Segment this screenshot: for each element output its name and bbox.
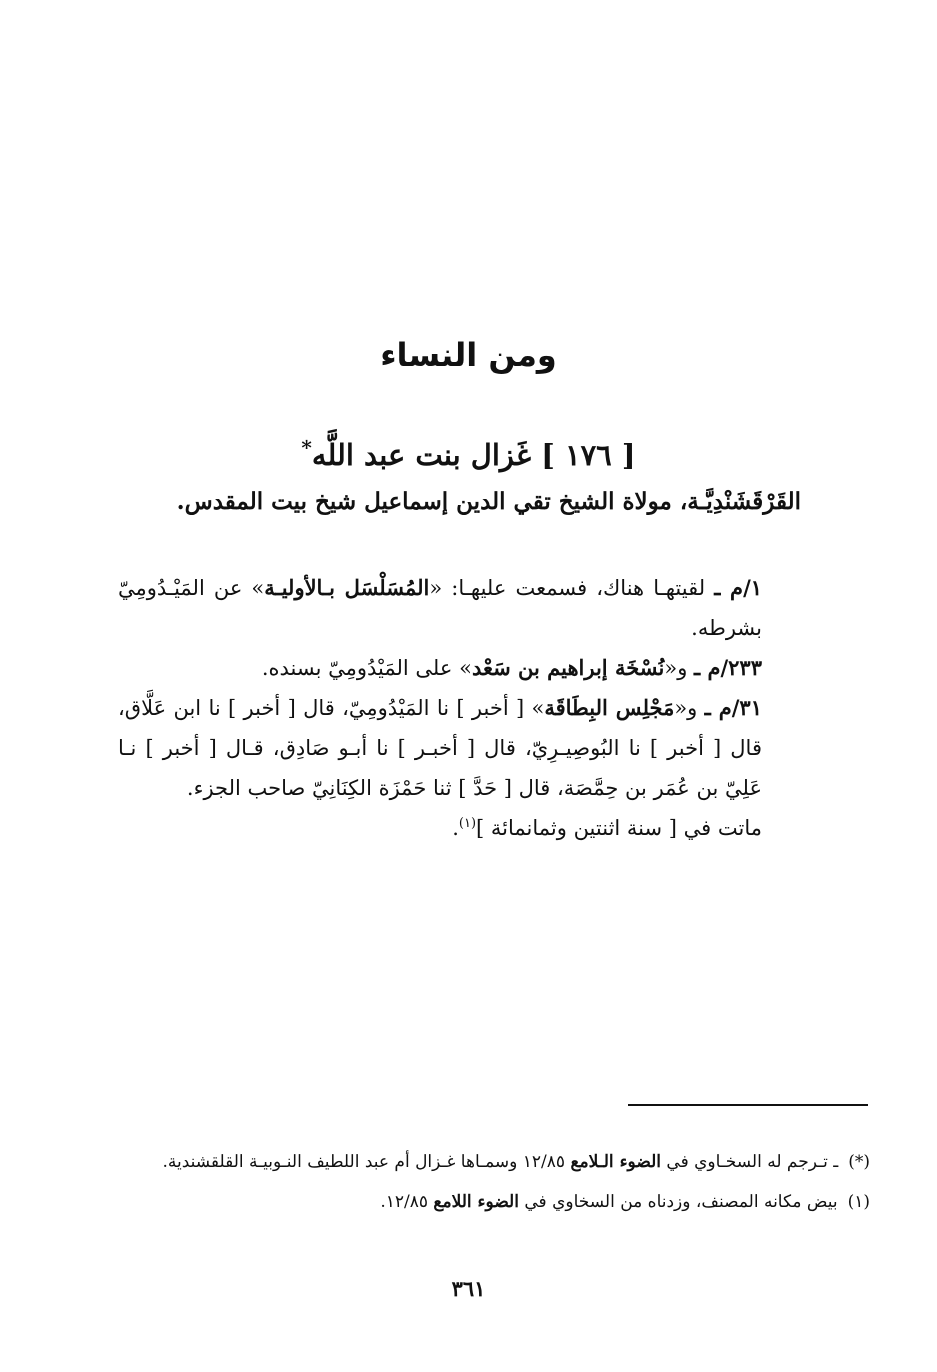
work-title: مَجْلِس البِطَاقَة	[544, 695, 675, 720]
paragraph-text: » عن المَيْـدُومِيّ بشرطه.	[118, 576, 762, 640]
paragraph-text: و«	[664, 656, 695, 680]
paragraph-reference: ١/م ـ	[714, 575, 763, 600]
footnote-2	[120, 1186, 870, 1218]
paragraph-text: و«	[674, 696, 705, 720]
footnote-source-title: الضوء الـلامع	[570, 1152, 661, 1172]
footnote-reference: (١)	[458, 816, 477, 831]
entry-title	[0, 435, 937, 472]
paragraph-text: ماتت في [ سنة اثنتين وثمانمائة ]	[476, 816, 762, 840]
body-paragraph-4	[118, 808, 818, 848]
page-number: ٣٦١	[451, 1276, 486, 1301]
footnote-divider	[628, 1104, 868, 1106]
body-paragraph-1	[118, 568, 818, 648]
footnote-text: ـ تـرجم له السخـاوي في	[661, 1152, 839, 1172]
section-heading: ومن النساء	[380, 336, 557, 374]
paragraph-text: لقيتهـا هناك، فسمعت عليهـا: «	[429, 576, 715, 600]
footnote-marker: (١)	[847, 1192, 870, 1212]
footnote-marker: (*)	[848, 1152, 870, 1172]
paragraph-text: » [ أخبر ] نا المَيْدُومِيّ، قال [ أخبر ] نا ابن عَلَّاق، قال [ أخبر ] نا البُوصِيـرِيّ، قال [ أخبـر ] نا أبـو صَادِق، قـال [ أخبر ] نـا عَلِيّ بن عُمَر بن حِمَّصَة، قال [ حَدَّ ] ثنا حَمْزَة الكِنَانِيّ صاحب الجزء.	[118, 696, 762, 800]
entry-title-footnote-marker: *	[301, 435, 312, 460]
paragraph-reference: ٣١/م ـ	[704, 695, 762, 720]
entry-body	[118, 568, 818, 848]
entry-title-text: [ ١٧٦ ] غَزال بنت عبد اللَّه	[311, 438, 636, 472]
paragraph-reference: ٢٣٣/م ـ	[694, 655, 762, 680]
footnote-text: ١٢/٨٥.	[380, 1192, 434, 1212]
paragraph-text: .	[452, 816, 459, 840]
work-title: المُسَلْسَل بـالأوليـة	[264, 575, 430, 600]
entry-subtitle: القَرْقَشَنْدِيَّـة، مولاة الشيخ تقي الدين إسماعيل شيخ بيت المقدس.	[176, 488, 801, 515]
footnote-text: ١٢/٨٥ وسمـاها غـزال أم عبد اللطيف النـوبيـة القلقشندية.	[162, 1152, 571, 1172]
paragraph-text: » على المَيْدُومِيّ بسنده.	[261, 656, 472, 680]
body-paragraph-2	[118, 648, 818, 688]
footnotes	[120, 1146, 870, 1226]
footnote-1	[120, 1146, 870, 1178]
footnote-source-title: الضوء اللامع	[433, 1192, 519, 1212]
footnote-text: بيض مكانه المصنف، وزدناه من السخاوي في	[518, 1192, 838, 1212]
work-title: نُسْخَة إبراهيم بن سَعْد	[471, 655, 665, 680]
body-paragraph-3	[118, 688, 818, 808]
